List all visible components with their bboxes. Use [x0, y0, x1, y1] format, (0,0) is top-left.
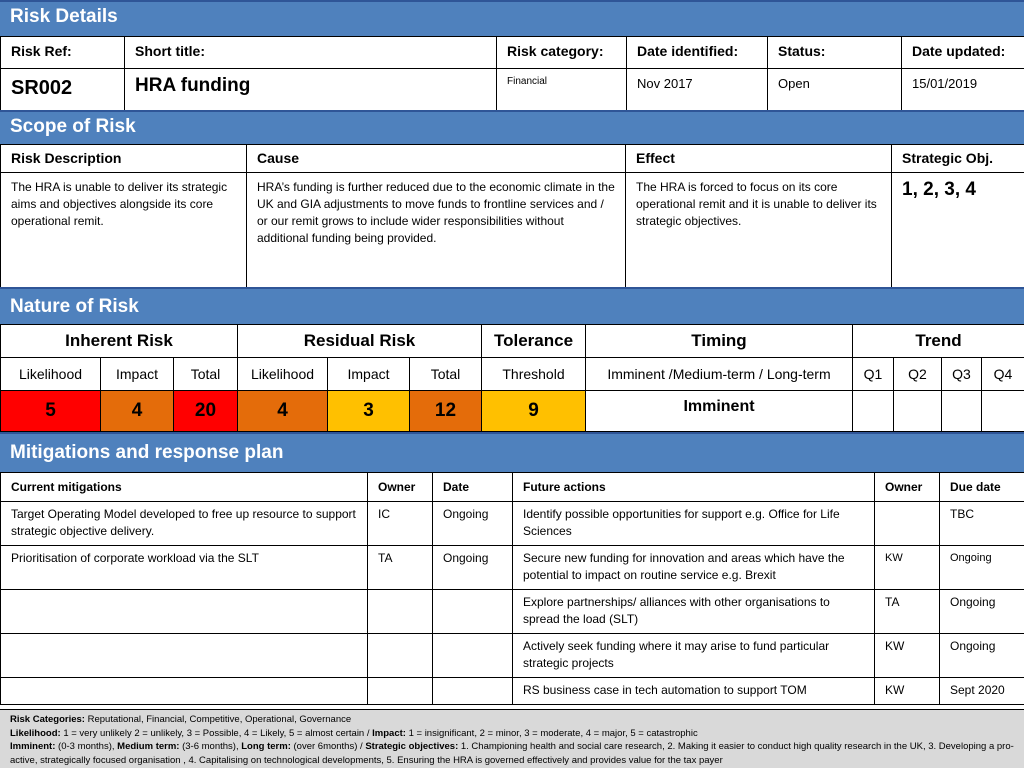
- residual-risk-header: Residual Risk: [238, 325, 482, 358]
- trend-q2-value: [894, 391, 942, 432]
- residual-impact-label: Impact: [328, 358, 410, 391]
- legend-impact-text: 1 = insignificant, 2 = minor, 3 = moderate, 4 = major, 5 = catastrophic: [408, 727, 698, 739]
- legend-categories-text: Reputational, Financial, Competitive, Operational, Governance: [87, 714, 352, 725]
- scope-band: Scope of Risk: [0, 110, 1024, 144]
- threshold-score: 9: [482, 391, 586, 432]
- cause-header: Cause: [247, 145, 626, 173]
- strategic-obj-header: Strategic Obj.: [892, 145, 1024, 173]
- residual-total-score: 12: [410, 391, 482, 432]
- trend-header: Trend: [853, 325, 1024, 358]
- future-owner: KW: [875, 634, 940, 678]
- future-owner: TA: [875, 590, 940, 634]
- future-action: RS business case in tech automation to support TOM: [513, 678, 875, 705]
- legend-categories-label: Risk Categories:: [10, 714, 85, 725]
- trend-q1-value: [853, 391, 894, 432]
- mitigation-date: [433, 590, 513, 634]
- future-action: Secure new funding for innovation and areas which have the potential to impact on routine service e.g. Brexit: [513, 546, 875, 590]
- residual-likelihood-label: Likelihood: [238, 358, 328, 391]
- future-actions-header: Future actions: [513, 473, 875, 502]
- mitigations-band: Mitigations and response plan: [0, 432, 1024, 472]
- table-row: [1, 502, 1024, 546]
- trend-q3-value: [942, 391, 982, 432]
- nature-band: Nature of Risk: [0, 287, 1024, 324]
- inherent-total-score: 20: [174, 391, 238, 432]
- future-owner: KW: [875, 546, 940, 590]
- table-row: [1, 678, 1024, 705]
- legend-objectives-label: Strategic objectives:: [365, 741, 459, 752]
- risk-ref-value: SR002: [1, 69, 125, 111]
- mitigations-table: [0, 472, 1024, 705]
- cause-text: HRA’s funding is further reduced due to the economic climate in the UK and GIA adjustments to move funds to frontline services and / or our remit grows to include wider responsibilities without additional funding being provided.: [247, 173, 626, 288]
- legend-medium-label: Medium term:: [117, 741, 180, 752]
- inherent-likelihood-score: 5: [1, 391, 101, 432]
- current-mitigation: [1, 678, 368, 705]
- legend-likelihood-label: Likelihood:: [10, 727, 61, 739]
- legend-medium-text: (3-6 months),: [182, 741, 239, 752]
- residual-total-label: Total: [410, 358, 482, 391]
- timing-header: Timing: [586, 325, 853, 358]
- mitigation-date: Ongoing: [433, 546, 513, 590]
- future-owner: [875, 502, 940, 546]
- legend-likelihood-text: 1 = very unlikely 2 = unlikely, 3 = Possible, 4 = Likely, 5 = almost certain /: [63, 727, 370, 739]
- due-date: Sept 2020: [940, 678, 1024, 705]
- future-owner: KW: [875, 678, 940, 705]
- inherent-total-label: Total: [174, 358, 238, 391]
- timing-value: Imminent: [586, 391, 853, 432]
- nature-table: [0, 324, 1024, 432]
- risk-description-text: The HRA is unable to deliver its strategic aims and objectives alongside its core operational remit.: [1, 173, 247, 288]
- residual-impact-score: 3: [328, 391, 410, 432]
- short-title-value: HRA funding: [125, 69, 497, 111]
- future-action: Identify possible opportunities for support e.g. Office for Life Sciences: [513, 502, 875, 546]
- risk-description-header: Risk Description: [1, 145, 247, 173]
- due-date: TBC: [940, 502, 1024, 546]
- mitigation-date: [433, 678, 513, 705]
- date-updated-header: Date updated:: [902, 37, 1024, 69]
- legend-likelihood-impact: [10, 727, 1014, 741]
- threshold-label: Threshold: [482, 358, 586, 391]
- legend-impact-label: Impact:: [372, 727, 406, 739]
- current-mitigation: [1, 634, 368, 678]
- current-mitigations-header: Current mitigations: [1, 473, 368, 502]
- due-date: Ongoing: [940, 546, 1024, 590]
- strategic-obj-value: 1, 2, 3, 4: [892, 173, 1024, 288]
- legend-timing-objectives: [10, 740, 1014, 767]
- effect-text: The HRA is forced to focus on its core operational remit and it is unable to deliver its strategic objectives.: [626, 173, 892, 288]
- due-date-header: Due date: [940, 473, 1024, 502]
- legend-long-text: (over 6months) /: [293, 741, 363, 752]
- timing-label: Imminent /Medium-term / Long-term: [586, 358, 853, 391]
- date-header: Date: [433, 473, 513, 502]
- trend-q2-label: Q2: [894, 358, 942, 391]
- mitigation-owner: [368, 590, 433, 634]
- effect-header: Effect: [626, 145, 892, 173]
- inherent-impact-label: Impact: [101, 358, 174, 391]
- trend-q1-label: Q1: [853, 358, 894, 391]
- due-date: Ongoing: [940, 590, 1024, 634]
- inherent-risk-header: Inherent Risk: [1, 325, 238, 358]
- legend-categories: [10, 713, 1014, 727]
- table-row: [1, 634, 1024, 678]
- legend-imminent-text: (0-3 months),: [58, 741, 115, 752]
- mitigation-owner: [368, 634, 433, 678]
- table-row: [1, 546, 1024, 590]
- inherent-impact-score: 4: [101, 391, 174, 432]
- future-action: Explore partnerships/ alliances with other organisations to spread the load (SLT): [513, 590, 875, 634]
- residual-likelihood-score: 4: [238, 391, 328, 432]
- date-updated-value: 15/01/2019: [902, 69, 1024, 111]
- trend-q3-label: Q3: [942, 358, 982, 391]
- short-title-header: Short title:: [125, 37, 497, 69]
- risk-ref-header: Risk Ref:: [1, 37, 125, 69]
- mitigation-owner: IC: [368, 502, 433, 546]
- legend-objectives-text: 1. Championing health and social care research, 2. Making it easier to conduct high quality research in the UK, 3. Developing a pro-active, strategically focused organisation , 4. Capitalising on technological developments, 5. Ensuring the HRA is governed effectively and provides value for the tax payer: [10, 741, 1014, 766]
- table-row: [1, 590, 1024, 634]
- legend-imminent-label: Imminent:: [10, 741, 56, 752]
- trend-q4-value: [982, 391, 1024, 432]
- mitigation-date: [433, 634, 513, 678]
- status-header: Status:: [768, 37, 902, 69]
- mitigation-owner: TA: [368, 546, 433, 590]
- current-mitigation: [1, 590, 368, 634]
- future-action: Actively seek funding where it may arise to fund particular strategic projects: [513, 634, 875, 678]
- risk-details-table: [0, 36, 1024, 111]
- current-mitigation: Target Operating Model developed to free up resource to support strategic objective delivery.: [1, 502, 368, 546]
- due-date: Ongoing: [940, 634, 1024, 678]
- legend-footer: [0, 709, 1024, 768]
- risk-category-header: Risk category:: [497, 37, 627, 69]
- risk-details-band: Risk Details: [0, 0, 1024, 36]
- risk-category-value: Financial: [497, 69, 627, 111]
- future-owner-header: Owner: [875, 473, 940, 502]
- current-mitigation: Prioritisation of corporate workload via the SLT: [1, 546, 368, 590]
- trend-q4-label: Q4: [982, 358, 1024, 391]
- legend-long-label: Long term:: [241, 741, 291, 752]
- tolerance-header: Tolerance: [482, 325, 586, 358]
- status-value: Open: [768, 69, 902, 111]
- mitigation-date: Ongoing: [433, 502, 513, 546]
- inherent-likelihood-label: Likelihood: [1, 358, 101, 391]
- owner-header: Owner: [368, 473, 433, 502]
- date-identified-value: Nov 2017: [627, 69, 768, 111]
- scope-table: [0, 144, 1024, 288]
- mitigation-owner: [368, 678, 433, 705]
- date-identified-header: Date identified:: [627, 37, 768, 69]
